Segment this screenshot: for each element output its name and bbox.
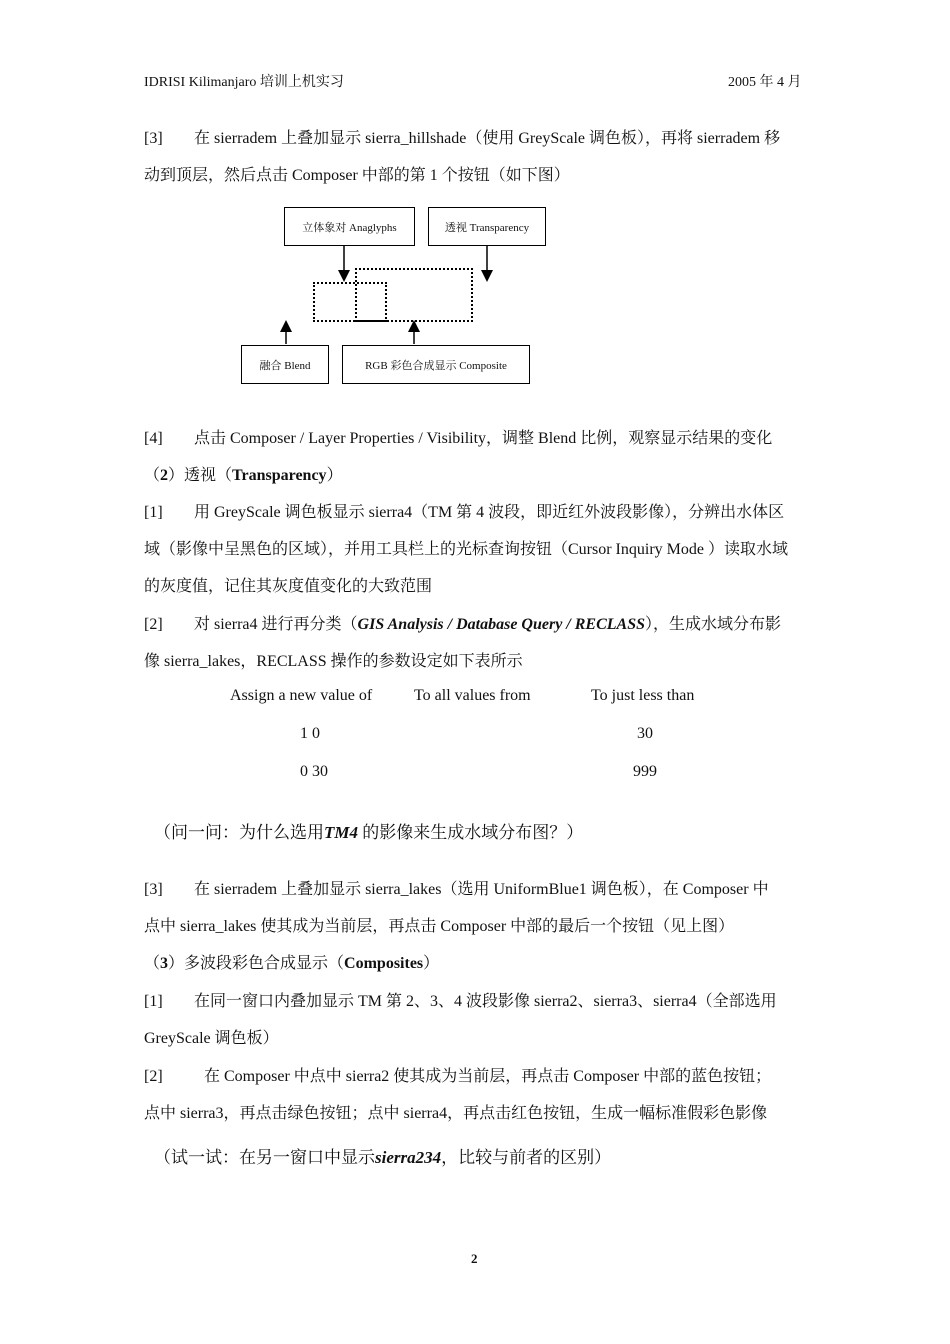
section-number: 2 xyxy=(160,467,169,484)
question-note xyxy=(154,818,583,843)
s3-step-2 xyxy=(144,1063,771,1086)
table-cell: 0 30 xyxy=(300,763,328,780)
step-text: 在 Composer 中点中 sierra2 使其成为当前层，再点击 Composer 中部的蓝色按钮； xyxy=(204,1068,772,1085)
paren-close: ） xyxy=(326,467,343,484)
section-name: Transparency xyxy=(232,467,327,484)
s2-step-1-line2: 域（影像中呈黑色的区域），并用工具栏上的光标查询按钮（Cursor Inquiry Mode ）读取水域 xyxy=(144,541,788,558)
s3-step-1 xyxy=(144,988,777,1011)
table-cell: 1 0 xyxy=(300,725,320,742)
step-text: 在 sierradem 上叠加显示 sierra_lakes（选用 UniformBlue1 调色板），在 Composer 中 xyxy=(194,881,769,898)
table-header-from: To all values from xyxy=(414,687,531,704)
note-emphasis: TM4 xyxy=(324,823,358,842)
table-cell: 999 xyxy=(633,763,657,780)
step-number: [3] xyxy=(144,881,163,898)
paren-open: （ xyxy=(144,467,161,484)
step-number: [2] xyxy=(144,1068,163,1085)
step-text: 在 sierradem 上叠加显示 sierra_hillshade（使用 GreyScale 调色板），再将 sierradem 移 xyxy=(194,130,781,147)
paren-open: （ xyxy=(144,955,161,972)
step-3-hillshade-line2: 动到顶层，然后点击 Composer 中部的第 1 个按钮（如下图） xyxy=(144,167,570,184)
blend-label-box: 融合 Blend xyxy=(241,345,329,384)
step-number: [3] xyxy=(144,130,163,147)
note-text: （试一试：在另一窗口中显示 xyxy=(154,1148,375,1167)
section-number: 3 xyxy=(160,955,169,972)
section-heading-composites xyxy=(144,950,439,973)
note-text-tail: 的影像来生成水域分布图？） xyxy=(358,823,584,842)
header-title: IDRISI Kilimanjaro 培训上机实习 xyxy=(144,75,344,90)
transparency-label-box: 透视 Transparency xyxy=(428,207,546,246)
s2-step-2-line2: 像 sierra_lakes，RECLASS 操作的参数设定如下表所示 xyxy=(144,653,523,670)
step-text-tail: ），生成水域分布影 xyxy=(645,616,782,633)
step-text: 对 sierra4 进行再分类（ xyxy=(194,616,358,633)
menu-path: GIS Analysis / Database Query / RECLASS xyxy=(357,616,646,633)
step-number: [2] xyxy=(144,616,163,633)
note-text: （问一问：为什么选用 xyxy=(154,823,324,842)
note-text-tail: ，比较与前者的区别） xyxy=(441,1148,612,1167)
section-heading-transparency xyxy=(144,462,343,485)
s2-step-3 xyxy=(144,876,769,899)
paren-close: ） xyxy=(423,955,440,972)
section-name: Composites xyxy=(344,955,424,972)
step-text: 在同一窗口内叠加显示 TM 第 2、3、4 波段影像 sierra2、sierra3、sierra4（全部选用 xyxy=(194,993,777,1010)
s2-step-3-line2: 点中 sierra_lakes 使其成为当前层，再点击 Composer 中部的最后一个按钮（见上图） xyxy=(144,918,735,935)
diagram-arrows xyxy=(0,0,950,420)
section-label: ）透视（ xyxy=(168,467,233,484)
s2-step-1 xyxy=(144,499,784,522)
step-number: [1] xyxy=(144,504,163,521)
table-cell: 30 xyxy=(637,725,653,742)
try-it-note xyxy=(154,1143,611,1168)
s2-step-1-line3: 的灰度值，记住其灰度值变化的大致范围 xyxy=(144,578,433,595)
s2-step-2 xyxy=(144,611,781,634)
page-number: 2 xyxy=(471,1251,478,1266)
s3-step-1-line2: GreyScale 调色板） xyxy=(144,1030,279,1047)
s3-step-2-line2: 点中 sierra3，再点击绿色按钮；点中 sierra4，再点击红色按钮，生成一幅标准假彩色影像 xyxy=(144,1105,768,1122)
table-header-less-than: To just less than xyxy=(591,687,695,704)
step-text: 点击 Composer / Layer Properties / Visibility，调整 Blend 比例，观察显示结果的变化 xyxy=(194,430,773,447)
table-header-assign: Assign a new value of xyxy=(230,687,373,704)
anaglyph-label-box: 立体象对 Anaglyphs xyxy=(284,207,415,246)
composite-label-box: RGB 彩色合成显示 Composite xyxy=(342,345,530,384)
step-number: [4] xyxy=(144,430,163,447)
header-date: 2005 年 4 月 xyxy=(728,75,802,90)
note-emphasis: sierra234 xyxy=(375,1148,442,1167)
step-text: 用 GreyScale 调色板显示 sierra4（TM 第 4 波段，即近红外波段影像），分辨出水体区 xyxy=(194,504,785,521)
step-number: [1] xyxy=(144,993,163,1010)
section-label: ）多波段彩色合成显示（ xyxy=(168,955,345,972)
step-4-blend xyxy=(144,425,772,448)
